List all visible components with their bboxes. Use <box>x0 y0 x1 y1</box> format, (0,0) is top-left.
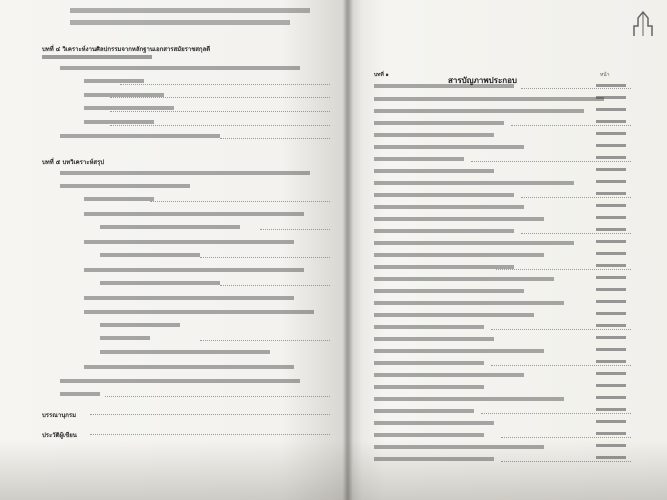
biography-entry: ประวัติผู้เขียน <box>42 432 77 439</box>
page-title: สารบัญภาพประกอบ <box>448 76 518 85</box>
chapter-label: บทที่ ๑ <box>374 72 389 78</box>
book-gutter <box>343 0 353 500</box>
chapter-5-heading: บทที่ ๕ บทวิเคราะห์สรุป <box>42 159 105 166</box>
bibliography-entry: บรรณานุกรม <box>42 412 77 419</box>
chapter-4-heading: บทที่ ๔ วิเคราะห์งานศิลปกรรมจากหลักฐานเอกสารสมัยราชสกุลดี <box>42 46 211 53</box>
page-column-label: หน้า <box>600 72 610 78</box>
temple-emblem-icon <box>632 10 654 38</box>
